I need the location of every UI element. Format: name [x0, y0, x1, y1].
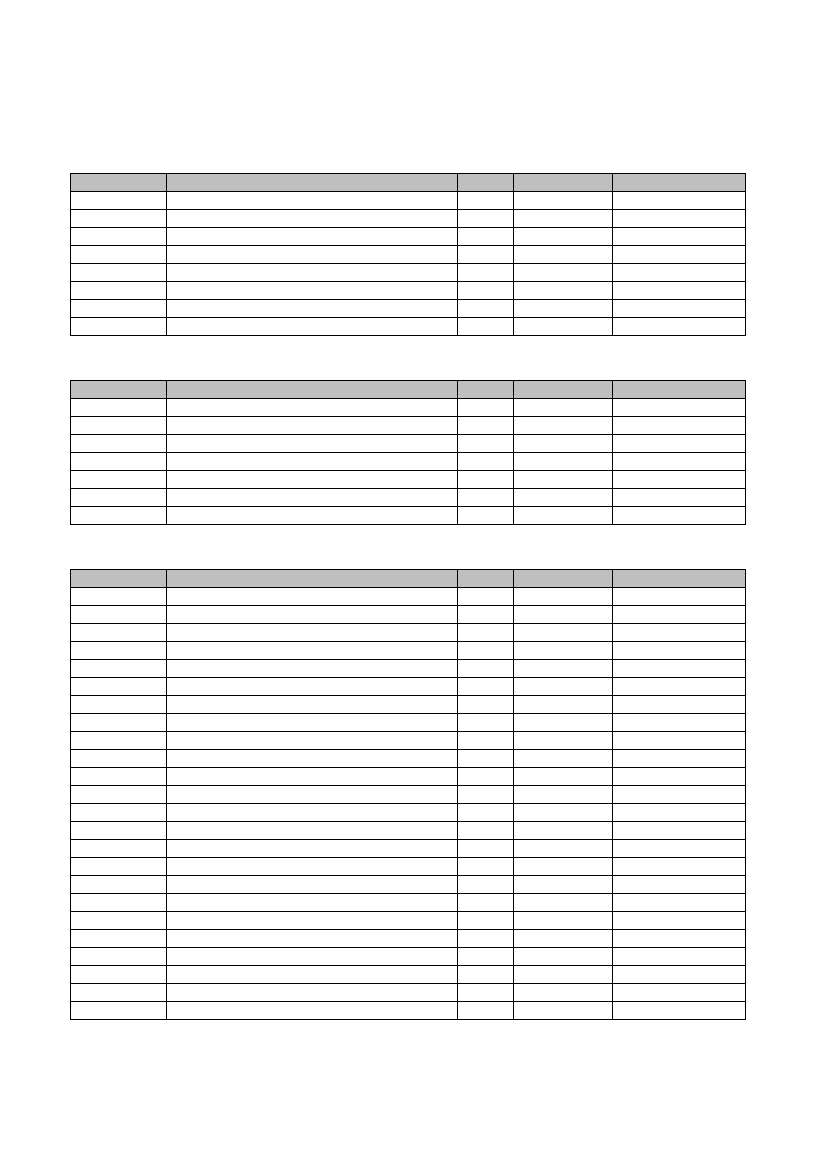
- table-row: [71, 948, 746, 966]
- table-cell: [613, 453, 746, 471]
- table-cell: [167, 876, 458, 894]
- table-cell: [458, 606, 514, 624]
- table-cell: [167, 678, 458, 696]
- table-cell: [458, 399, 514, 417]
- table-cell: [458, 300, 514, 318]
- column-header: [613, 381, 746, 399]
- table-cell: [458, 588, 514, 606]
- table-cell: [613, 588, 746, 606]
- table-cell: [613, 192, 746, 210]
- table-cell: [514, 750, 613, 768]
- table-cell: [71, 318, 167, 336]
- table-cell: [167, 417, 458, 435]
- column-header: [514, 381, 613, 399]
- table-cell: [167, 192, 458, 210]
- column-header: [71, 381, 167, 399]
- table-cell: [514, 624, 613, 642]
- table-row: [71, 642, 746, 660]
- table-cell: [514, 714, 613, 732]
- table-cell: [613, 714, 746, 732]
- table-cell: [613, 732, 746, 750]
- table-cell: [458, 624, 514, 642]
- table-cell: [514, 192, 613, 210]
- table-cell: [458, 822, 514, 840]
- table-cell: [167, 660, 458, 678]
- table-cell: [71, 696, 167, 714]
- table-body: [71, 192, 746, 336]
- column-header: [167, 174, 458, 192]
- data-table-3: [70, 569, 746, 1020]
- table-row: [71, 588, 746, 606]
- table-cell: [613, 282, 746, 300]
- table-cell: [458, 966, 514, 984]
- table-cell: [458, 678, 514, 696]
- table-cell: [71, 786, 167, 804]
- table-cell: [71, 435, 167, 453]
- table-cell: [458, 642, 514, 660]
- table-cell: [613, 1002, 746, 1020]
- table-cell: [458, 732, 514, 750]
- table-cell: [458, 192, 514, 210]
- table-cell: [167, 624, 458, 642]
- table-row: [71, 840, 746, 858]
- table-cell: [613, 822, 746, 840]
- table-cell: [71, 624, 167, 642]
- table-cell: [71, 714, 167, 732]
- table-cell: [167, 768, 458, 786]
- table-cell: [167, 1002, 458, 1020]
- data-table-2: [70, 380, 746, 525]
- table-cell: [514, 399, 613, 417]
- table-cell: [167, 984, 458, 1002]
- table-row: [71, 435, 746, 453]
- table-cell: [71, 984, 167, 1002]
- table-cell: [514, 732, 613, 750]
- table-row: [71, 786, 746, 804]
- table-cell: [167, 435, 458, 453]
- table-cell: [458, 318, 514, 336]
- table-cell: [71, 606, 167, 624]
- table-row: [71, 399, 746, 417]
- column-header: [458, 174, 514, 192]
- table-row: [71, 417, 746, 435]
- table-body: [71, 588, 746, 1020]
- table-cell: [458, 804, 514, 822]
- table-row: [71, 714, 746, 732]
- table-cell: [71, 948, 167, 966]
- table-cell: [514, 966, 613, 984]
- table-cell: [71, 750, 167, 768]
- table-cell: [514, 876, 613, 894]
- table-header: [71, 381, 746, 399]
- table-cell: [167, 282, 458, 300]
- table-cell: [167, 894, 458, 912]
- table-cell: [613, 912, 746, 930]
- table-cell: [71, 732, 167, 750]
- table-cell: [514, 894, 613, 912]
- table-cell: [167, 507, 458, 525]
- table-cell: [167, 489, 458, 507]
- table-cell: [613, 228, 746, 246]
- table-cell: [514, 930, 613, 948]
- table-cell: [514, 282, 613, 300]
- table-cell: [613, 264, 746, 282]
- table-cell: [613, 984, 746, 1002]
- table-row: [71, 318, 746, 336]
- table-cell: [514, 300, 613, 318]
- table-cell: [167, 930, 458, 948]
- table-cell: [514, 858, 613, 876]
- table-cell: [458, 246, 514, 264]
- table-cell: [613, 300, 746, 318]
- table-cell: [613, 966, 746, 984]
- table-header-row: [71, 381, 746, 399]
- table-cell: [167, 786, 458, 804]
- table-row: [71, 804, 746, 822]
- table-cell: [458, 948, 514, 966]
- table-cell: [458, 228, 514, 246]
- table-cell: [71, 660, 167, 678]
- table-row: [71, 300, 746, 318]
- table-cell: [71, 417, 167, 435]
- table-row: [71, 282, 746, 300]
- table-cell: [514, 435, 613, 453]
- data-table-1: [70, 173, 746, 336]
- table-cell: [71, 966, 167, 984]
- table-cell: [613, 948, 746, 966]
- table-cell: [71, 507, 167, 525]
- table-cell: [514, 696, 613, 714]
- table-row: [71, 228, 746, 246]
- table-cell: [613, 768, 746, 786]
- table-row: [71, 858, 746, 876]
- table-cell: [458, 507, 514, 525]
- column-header: [167, 570, 458, 588]
- column-header: [458, 570, 514, 588]
- table-cell: [167, 228, 458, 246]
- table-cell: [71, 678, 167, 696]
- column-header: [514, 174, 613, 192]
- table-cell: [71, 804, 167, 822]
- table-cell: [71, 912, 167, 930]
- table-cell: [514, 246, 613, 264]
- table-cell: [613, 750, 746, 768]
- table-row: [71, 471, 746, 489]
- column-header: [613, 570, 746, 588]
- table-cell: [458, 489, 514, 507]
- table-cell: [458, 876, 514, 894]
- column-header: [167, 381, 458, 399]
- column-header: [71, 174, 167, 192]
- table-cell: [613, 678, 746, 696]
- table-cell: [71, 930, 167, 948]
- table-cell: [167, 858, 458, 876]
- table-cell: [458, 696, 514, 714]
- table-cell: [613, 246, 746, 264]
- table-cell: [167, 642, 458, 660]
- table-cell: [71, 399, 167, 417]
- table-cell: [458, 264, 514, 282]
- table-row: [71, 894, 746, 912]
- table-cell: [514, 318, 613, 336]
- table-cell: [167, 606, 458, 624]
- table-row: [71, 696, 746, 714]
- column-header: [71, 570, 167, 588]
- table-cell: [514, 912, 613, 930]
- table-cell: [514, 417, 613, 435]
- table-cell: [167, 948, 458, 966]
- table-cell: [613, 696, 746, 714]
- table-cell: [167, 840, 458, 858]
- table-cell: [458, 840, 514, 858]
- table-cell: [613, 642, 746, 660]
- table-cell: [458, 1002, 514, 1020]
- table-cell: [71, 894, 167, 912]
- table-row: [71, 984, 746, 1002]
- table-cell: [514, 471, 613, 489]
- column-header: [514, 570, 613, 588]
- table-cell: [458, 750, 514, 768]
- table-cell: [514, 228, 613, 246]
- table-cell: [458, 930, 514, 948]
- table-cell: [71, 228, 167, 246]
- table-cell: [458, 660, 514, 678]
- table-cell: [613, 210, 746, 228]
- table-row: [71, 453, 746, 471]
- table-cell: [167, 804, 458, 822]
- table-cell: [458, 714, 514, 732]
- table-cell: [613, 399, 746, 417]
- table-cell: [613, 786, 746, 804]
- table-cell: [613, 318, 746, 336]
- table-row: [71, 678, 746, 696]
- table-row: [71, 210, 746, 228]
- table-cell: [613, 660, 746, 678]
- table-cell: [167, 588, 458, 606]
- table-cell: [458, 984, 514, 1002]
- table-cell: [167, 732, 458, 750]
- table-header: [71, 174, 746, 192]
- table-cell: [71, 822, 167, 840]
- table-cell: [71, 840, 167, 858]
- table-body: [71, 399, 746, 525]
- table-cell: [458, 282, 514, 300]
- table-cell: [71, 588, 167, 606]
- table-cell: [167, 210, 458, 228]
- table-cell: [613, 606, 746, 624]
- table-cell: [167, 318, 458, 336]
- table-cell: [613, 858, 746, 876]
- table-cell: [167, 912, 458, 930]
- table-cell: [514, 768, 613, 786]
- table-row: [71, 768, 746, 786]
- table-cell: [458, 768, 514, 786]
- table-cell: [71, 642, 167, 660]
- table-cell: [514, 489, 613, 507]
- table-cell: [458, 858, 514, 876]
- table-cell: [71, 489, 167, 507]
- table-cell: [71, 858, 167, 876]
- table-cell: [514, 588, 613, 606]
- table-cell: [71, 192, 167, 210]
- table-cell: [458, 435, 514, 453]
- table-cell: [613, 804, 746, 822]
- table-row: [71, 606, 746, 624]
- table-cell: [458, 471, 514, 489]
- table-cell: [167, 264, 458, 282]
- table-cell: [458, 210, 514, 228]
- table-cell: [71, 282, 167, 300]
- table-cell: [613, 876, 746, 894]
- table-cell: [514, 660, 613, 678]
- table-cell: [458, 453, 514, 471]
- table-header-row: [71, 174, 746, 192]
- table-cell: [613, 507, 746, 525]
- table-header-row: [71, 570, 746, 588]
- table-cell: [613, 489, 746, 507]
- table-cell: [514, 210, 613, 228]
- table-cell: [613, 840, 746, 858]
- table-cell: [167, 246, 458, 264]
- table-cell: [613, 894, 746, 912]
- table-cell: [514, 642, 613, 660]
- table-cell: [71, 300, 167, 318]
- table-cell: [167, 696, 458, 714]
- table-cell: [71, 768, 167, 786]
- table-cell: [71, 453, 167, 471]
- table-row: [71, 912, 746, 930]
- table-cell: [514, 804, 613, 822]
- table-cell: [613, 417, 746, 435]
- table-row: [71, 876, 746, 894]
- table-cell: [167, 822, 458, 840]
- table-cell: [514, 678, 613, 696]
- table-cell: [613, 471, 746, 489]
- table-cell: [458, 894, 514, 912]
- table-cell: [458, 786, 514, 804]
- table-cell: [167, 453, 458, 471]
- table-row: [71, 750, 746, 768]
- table-cell: [514, 1002, 613, 1020]
- table-cell: [167, 750, 458, 768]
- table-cell: [613, 624, 746, 642]
- table-cell: [514, 606, 613, 624]
- table-cell: [71, 876, 167, 894]
- table-cell: [167, 966, 458, 984]
- table-cell: [71, 210, 167, 228]
- table-cell: [458, 912, 514, 930]
- table-row: [71, 624, 746, 642]
- table-cell: [167, 399, 458, 417]
- table-row: [71, 930, 746, 948]
- table-cell: [514, 264, 613, 282]
- table-row: [71, 192, 746, 210]
- table-cell: [613, 930, 746, 948]
- table-header: [71, 570, 746, 588]
- table-cell: [71, 471, 167, 489]
- table-cell: [613, 435, 746, 453]
- column-header: [613, 174, 746, 192]
- table-cell: [514, 507, 613, 525]
- table-cell: [71, 1002, 167, 1020]
- table-row: [71, 507, 746, 525]
- table-cell: [514, 786, 613, 804]
- table-cell: [514, 948, 613, 966]
- table-row: [71, 822, 746, 840]
- table-row: [71, 732, 746, 750]
- table-cell: [167, 471, 458, 489]
- table-cell: [167, 714, 458, 732]
- table-cell: [514, 840, 613, 858]
- table-cell: [514, 822, 613, 840]
- table-row: [71, 660, 746, 678]
- table-cell: [167, 300, 458, 318]
- table-cell: [514, 453, 613, 471]
- table-row: [71, 264, 746, 282]
- table-row: [71, 489, 746, 507]
- table-cell: [71, 246, 167, 264]
- table-cell: [514, 984, 613, 1002]
- column-header: [458, 381, 514, 399]
- table-row: [71, 1002, 746, 1020]
- table-row: [71, 966, 746, 984]
- table-cell: [71, 264, 167, 282]
- table-cell: [458, 417, 514, 435]
- table-row: [71, 246, 746, 264]
